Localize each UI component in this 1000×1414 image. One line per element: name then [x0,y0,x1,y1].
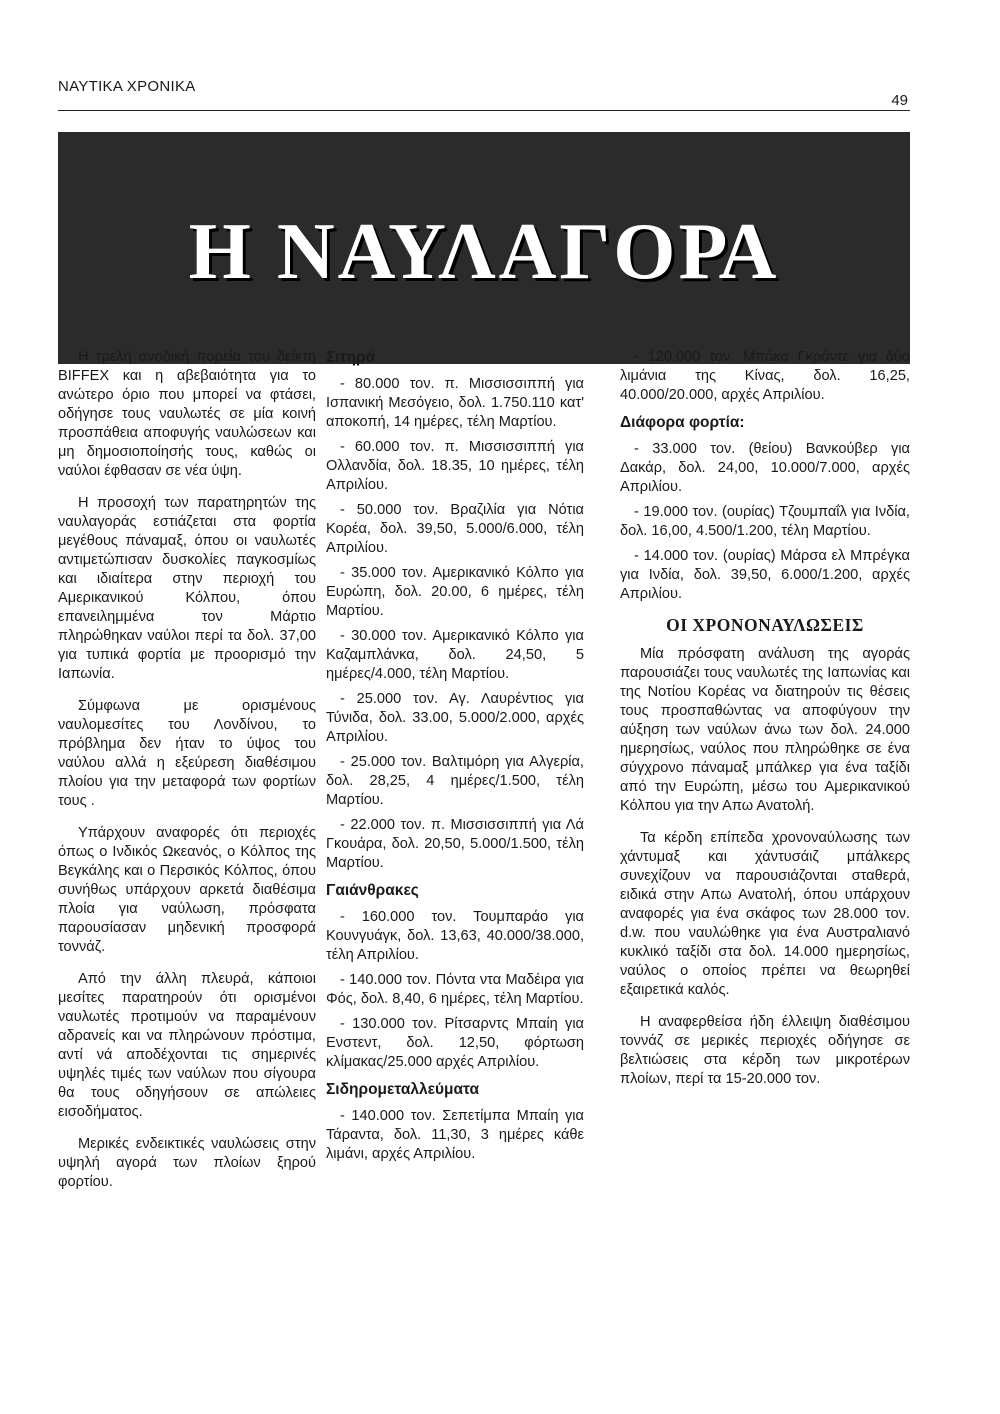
section-heading-coal: Γαιάνθρακες [326,882,419,899]
charter-entry: - 22.000 τον. π. Μισσισσιππή για Λά Γκουάρα, δολ. 20,50, 5.000/1.500, τέλη Μαρτίου. [326,817,584,871]
paragraph: Η τρελή ανοδική πορεία του δείκτη BIFFEX και η αβεβαιότητα για το ανώτερο όριο που μπορεί να φτάσει, οδήγησε τους ναυλωτές σε μία κοινή προσπάθεια αποφυγής ναυλώσεων και μη δημοσιοποίησής τους, καθώς οι ναύλοι έφθασαν σε νέα ύψη. [58,349,316,479]
charter-entry: - 80.000 τον. π. Μισσισσιππή για Ισπανική Μεσόγειο, δολ. 1.750.110 κατ' αποκοπή, 14 ημέρες, τέλη Μαρτίου. [326,376,584,430]
charter-entry: - 160.000 τον. Τουμπαράο για Κουνγυάγκ, δολ. 13,63, 40.000/38.000, τέλη Απριλίου. [326,909,584,963]
charter-entry: - 140.000 τον. Πόντα ντα Μαδέιρα για Φός, δολ. 8,40, 6 ημέρες, τέλη Μαρτίου. [326,972,584,1007]
page-number: 49 [891,92,908,109]
article-title: Η ΝΑΥΛΑΓΟΡΑ [188,207,780,296]
section-heading-grain: Σιτηρά [326,349,376,366]
section-heading-time-charters: ΟΙ ΧΡΟΝΟΝΑΥΛΩΣΕΙΣ [666,615,864,635]
section-heading-misc-cargo: Διάφορα φορτία: [620,414,745,431]
column-1 [58,348,316,1205]
charter-entry: - 19.000 τον. (ουρίας) Τζουμπαΐλ για Ινδία, δολ. 16,00, 4.500/1.200, τέλη Μαρτίου. [620,504,910,539]
paragraph: Μία πρόσφατη ανάλυση της αγοράς παρουσιάζει τους ναυλωτές της Ιαπωνίας και της Νοτίου Κορέας να διατηρούν τις θέσεις τους προσπαθώντας να αποφύγουν την αύξηση των ναύλων άνω των δολ. 24.000 ημερησίως, ναύλος που πληρώθηκε σε ένα σύγχρονο πάναμαξ μπάλκερ για ένα ταξίδι από την Ευρώπη, μέσω του Αμερικανικού Κόλπου για την Απω Ανατολή. [620,646,910,814]
title-banner [58,132,910,364]
charter-entry: - 30.000 τον. Αμερικανικό Κόλπο για Καζαμπλάνκα, δολ. 24,50, 5 ημέρες/4.000, τέλη Μαρτίου. [326,628,584,682]
charter-entry: - 14.000 τον. (ουρίας) Μάρσα ελ Μπρέγκα για Ινδία, δολ. 39,50, 6.000/1.200, αρχές Απριλίου. [620,548,910,602]
header-rule [58,110,910,111]
paragraph: Υπάρχουν αναφορές ότι περιοχές όπως ο Ινδικός Ωκεανός, ο Κόλπος της Βεγκάλης και ο Περσικός Κόλπος, όπου συνήθως υπάρχουν αρκετά διαθέσιμα πλοία για ναύλωση, πρόσφατα παρουσίασαν μηδενική προσφορά τοννάζ. [58,825,316,955]
charter-entry: - 35.000 τον. Αμερικανικό Κόλπο για Ευρώπη, δολ. 20.00, 6 ημέρες, τέλη Μαρτίου. [326,565,584,619]
charter-entry: - 50.000 τον. Βραζιλία για Νότια Κορέα, δολ. 39,50, 5.000/6.000, τέλη Απριλίου. [326,502,584,556]
paragraph: Η αναφερθείσα ήδη έλλειψη διαθέσιμου τοννάζ σε μερικές περιοχές οδήγησε σε βελτιώσεις στα κέρδη των μικροτέρων πλοίων, περί τα 15-20.000 τον. [620,1014,910,1087]
charter-entry: - 25.000 τον. Αγ. Λαυρέντιος για Τύνιδα, δολ. 33.00, 5.000/2.000, αρχές Απριλίου. [326,691,584,745]
column-3 [620,348,910,1102]
paragraph: Από την άλλη πλευρά, κάποιοι μεσίτες παρατηρούν ότι ορισμένοι ναυλωτές προτιμούν να παραμένουν αδρανείς και να πληρώνουν πρόστιμα, αντί νά αποδέχονται τις σημερινές υψηλές τιμές των ναύλων που σίγουρα θα τους οδηγήσουν σε απώλειες εισοδήματος. [58,971,316,1120]
charter-entry: - 130.000 τον. Ρίτσαρντς Μπαίη για Ενστεντ, δολ. 12,50, φόρτωση κλίμακας/25.000 αρχές Απριλίου. [326,1016,584,1070]
charter-entry: - 25.000 τον. Βαλτιμόρη για Αλγερία, δολ. 28,25, 4 ημέρες/1.500, τέλη Μαρτίου. [326,754,584,808]
paragraph: Τα κέρδη επίπεδα χρονοναύλωσης των χάντυμαξ και χάντυσάιζ μπάλκερς συνεχίζουν να παρουσιάζονται σταθερά, ειδικά στην Απω Ανατολή, όπου υπάρχουν αναφορές για ένα σκάφος των 28.000 τον. d.w. που ναυλώθηκε για ένα Αυστραλιανό κυκλικό ταξίδι στα δολ. 14.000 ημερησίως, ναύλος ο οποίος πρέπει να θεωρηθεί εξαιρετικά καλός. [620,830,910,998]
charter-entry: - 60.000 τον. π. Μισσισσιππή για Ολλανδία, δολ. 18.35, 10 ημέρες, τέλη Απριλίου. [326,439,584,493]
paragraph: Η προσοχή των παρατηρητών της ναυλαγοράς εστιάζεται στα φορτία μεγέθους πάναμαξ, όπου οι ναυλωτές αντιμετώπισαν δυσκολίες παγκοσμίως και ιδιαίτερα στην περιοχή του Αμερικανικού Κόλπου, όπου επανειλημμένα τον Μάρτιο πληρώθηκαν ναύλοι περί τα δολ. 37,00 για τυπικά φορτία με προορισμό την Ιαπωνία. [58,495,316,682]
charter-entry: - 33.000 τον. (θείου) Βανκούβερ για Δακάρ, δολ. 24,00, 10.000/7.000, αρχές Απριλίου. [620,441,910,495]
paragraph: Μερικές ενδεικτικές ναυλώσεις στην υψηλή αγορά των πλοίων ξηρού φορτίου. [58,1136,316,1190]
publication-title: ΝΑΥΤΙΚΑ ΧΡΟΝΙΚΑ [58,78,196,95]
column-2 [326,348,584,1170]
paragraph: Σύμφωνα με ορισμένους ναυλομεσίτες του Λονδίνου, το πρόβλημα δεν ήταν το ύψος του ναύλου αλλά η εξεύρεση διαθέσιμου πλοίου για την μεταφορά των φορτίων τους . [58,698,316,809]
charter-entry: - 120.000 τον. Μπόκα Γκράντε για δύο λιμάνια της Κίνας, δολ. 16,25, 40.000/20.000, αρχές Απριλίου. [620,349,910,403]
section-heading-iron-ore: Σιδηρομεταλλεύματα [326,1081,480,1098]
charter-entry: - 140.000 τον. Σεπετίμπα Μπαίη για Τάραντα, δολ. 11,30, 3 ημέρες κάθε λιμάνι, αρχές Απριλίου. [326,1108,584,1162]
